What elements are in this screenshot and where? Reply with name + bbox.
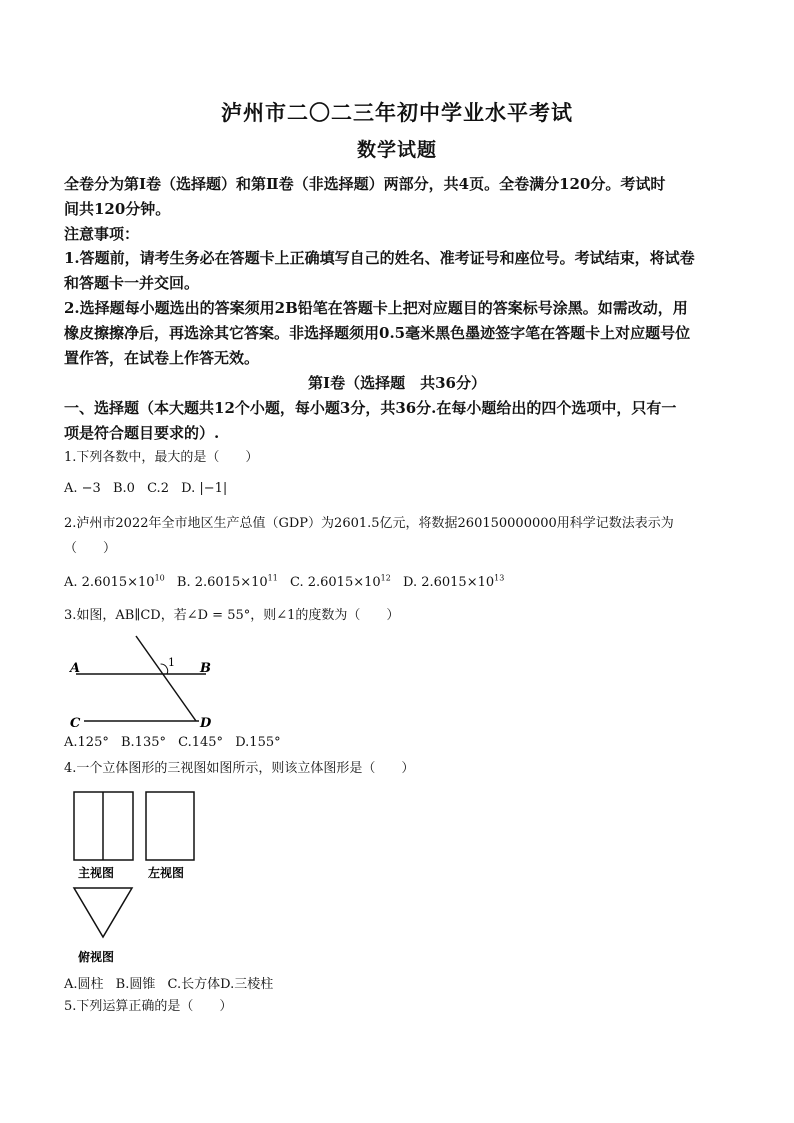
q3-option-c: C.145° (178, 735, 224, 750)
question-4-stem: 4.一个立体图形的三视图如图所示，则该立体图形是（ ） (64, 761, 415, 776)
question-4-options (64, 973, 281, 992)
q1-option-d: D. |−1| (181, 481, 228, 496)
note-2-line-2: 橡皮擦擦净后，再选涂其它答案。非选择题须用0.5毫米黑色墨迹签字笔在答题卡上对应题号位 (64, 324, 691, 342)
question-2-stem-line-2: （ ） (64, 541, 117, 556)
three-views-figure (64, 784, 214, 969)
q2-option-b-exp: 11 (267, 574, 278, 583)
q2-option-c (290, 575, 391, 590)
q2-option-d-base: D. 2.6015×10 (402, 575, 495, 591)
top-view-triangle (74, 888, 132, 937)
q2-option-d (403, 575, 504, 590)
question-2-stem-line-1: 2.泸州市2022年全市地区生产总值（GDP）为2601.5亿元，将数据260150000000用科学记数法表示为 (64, 516, 674, 531)
q2-option-b (177, 575, 278, 590)
q2-option-c-exp: 12 (380, 574, 391, 583)
label-c: C (70, 716, 81, 731)
section-desc-line-2: 项是符合题目要求的）. (64, 424, 220, 442)
label-angle-1: 1 (168, 656, 175, 669)
note-1-line-2: 和答题卡一并交回。 (64, 274, 200, 292)
question-5-stem: 5.下列运算正确的是（ ） (64, 999, 233, 1014)
front-view-label: 主视图 (78, 866, 115, 880)
question-1-stem: 1.下列各数中，最大的是（ ） (64, 450, 259, 465)
notice-label: 注意事项： (64, 225, 140, 243)
question-1-options (64, 481, 235, 496)
intro-line-1: 全卷分为第Ⅰ卷（选择题）和第Ⅱ卷（非选择题）两部分，共4页。全卷满分120分。考试时 (64, 175, 666, 193)
q1-option-b: B.0 (112, 481, 135, 496)
parallel-lines-figure (64, 632, 224, 732)
q3-option-a: A.125° (64, 735, 109, 750)
section-title: 第Ⅰ卷（选择题 共36分） (308, 374, 486, 392)
left-view-rect (146, 792, 194, 860)
q2-option-d-exp: 13 (494, 574, 505, 583)
q4-option-b: B.圆锥 (115, 977, 156, 992)
question-3-stem: 3.如图，AB∥CD，若∠D = 55°，则∠1的度数为（ ） (64, 608, 400, 623)
intro-line-2: 间共120分钟。 (64, 200, 171, 218)
transversal-line (136, 636, 196, 721)
exam-subtitle: 数学试题 (356, 139, 437, 161)
q2-option-c-base: C. 2.6015×10 (289, 575, 381, 591)
q2-option-a-exp: 10 (154, 574, 165, 583)
q1-option-c: C.2 (147, 481, 169, 496)
note-2-line-1: 2.选择题每小题选出的答案须用2B铅笔在答题卡上把对应题目的答案标号涂黑。如需改动，用 (64, 299, 688, 317)
note-2-line-3: 置作答，在试卷上作答无效。 (64, 349, 260, 367)
q4-option-a: A.圆柱 (64, 977, 104, 992)
question-3-options (64, 735, 289, 750)
label-b: B (200, 661, 211, 676)
label-d: D (200, 716, 212, 731)
q2-option-a-base: A. 2.6015×10 (64, 575, 155, 591)
question-2-options (64, 574, 512, 590)
q4-option-c: C.长方体 (167, 977, 221, 992)
section-desc-line-1: 一、选择题（本大题共12个小题，每小题3分，共36分.在每小题给出的四个选项中，只有一 (64, 399, 677, 417)
q3-option-d: D.155° (235, 735, 281, 750)
top-view-label: 俯视图 (78, 950, 115, 964)
note-1-line-1: 1.答题前，请考生务必在答题卡上正确填写自己的姓名、准考证号和座位号。考试结束，将试卷 (64, 249, 695, 267)
q4-option-d: D.三棱柱 (220, 977, 274, 992)
left-view-label: 左视图 (148, 866, 185, 880)
label-a: A (70, 661, 81, 676)
exam-title: 泸州市二〇二三年初中学业水平考试 (221, 100, 573, 125)
q2-option-a (64, 575, 165, 590)
q3-option-b: B.135° (120, 735, 166, 750)
q1-option-a: A. −3 (64, 481, 101, 496)
q2-option-b-base: B. 2.6015×10 (176, 575, 268, 591)
